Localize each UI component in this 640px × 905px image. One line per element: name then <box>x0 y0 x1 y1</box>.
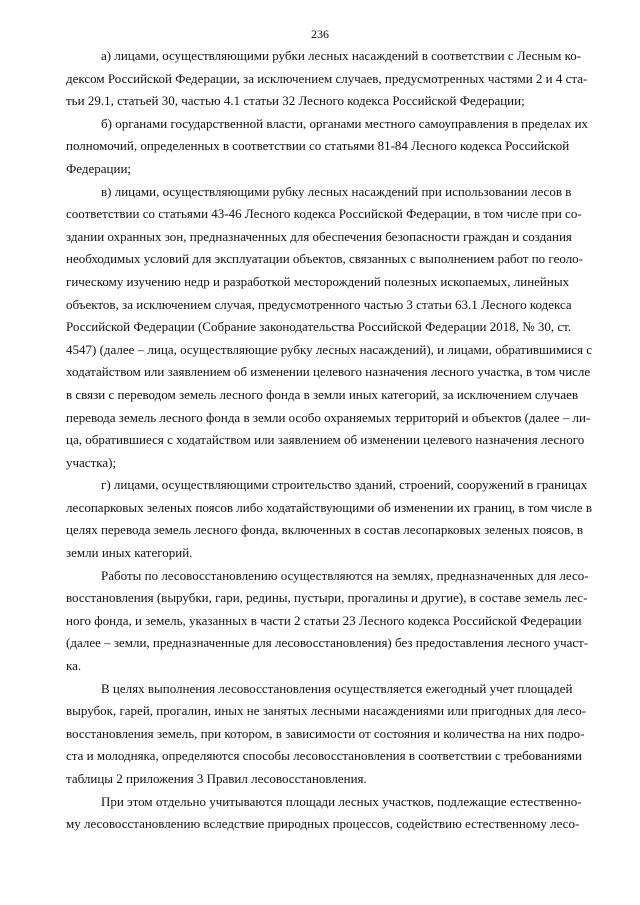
text-line: ца, обратившиеся с ходатайством или заявлением об изменении целевого назначения лесного <box>66 432 585 448</box>
text-line: в) лицами, осуществляющими рубку лесных насаждений при использовании лесов в <box>101 183 572 199</box>
text-line: объектов, за исключением случая, предусмотренного частью 3 статьи 63.1 Лесного кодекса <box>66 296 572 312</box>
text-line: лесопарковых зеленых поясов либо ходатайствующими об изменении их границ, в том числе в <box>66 499 592 515</box>
paragraph-separately <box>66 791 582 836</box>
text-line: необходимых условий для эксплуатации объектов, связанных с выполнением работ по геоло- <box>66 251 584 267</box>
text-line: ного фонда, и земель, указанных в части 2 статьи 23 Лесного кодекса Российской Федерации <box>66 612 582 628</box>
text-line: перевода земель лесного фонда в земли особо охраняемых территорий и объектов (далее – ли- <box>66 409 591 425</box>
paragraph-g <box>66 474 592 564</box>
text-line: гическому изучению недр и разработкой месторождений полезных ископаемых, линейных <box>66 273 570 289</box>
text-line: целях перевода земель лесного фонда, включенных в состав лесопарковых зеленых поясов, в <box>66 522 583 538</box>
text-line: ка. <box>66 658 82 674</box>
text-line: дексом Российской Федерации, за исключением случаев, предусмотренных частями 2 и 4 ста- <box>66 70 588 86</box>
text-line: здании охранных зон, предназначенных для обеспечения безопасности граждан и создания <box>66 228 572 244</box>
text-line: земли иных категорий. <box>66 545 193 561</box>
text-line: таблицы 2 приложения 3 Правил лесовосстановления. <box>66 771 367 786</box>
paragraph-a <box>66 45 588 113</box>
text-line: (далее – земли, предназначенные для лесовосстановления) без предоставления лесного участ- <box>66 635 589 651</box>
text-line: Работы по лесовосстановлению осуществляются на землях, предназначенных для лесо- <box>101 567 589 583</box>
text-line: участка); <box>66 454 117 470</box>
text-line: полномочий, определенных в соответствии со статьями 81-84 Лесного кодекса Российской <box>66 138 570 154</box>
text-line: му лесовосстановлению вследствие природных процессов, содействию естественному лесо- <box>66 816 580 832</box>
paragraph-b <box>66 113 589 181</box>
text-line: В целях выполнения лесовосстановления осуществляется ежегодный учет площадей <box>101 680 573 696</box>
text-line: При этом отдельно учитываются площади лесных участков, подлежащие естественно- <box>101 793 582 809</box>
text-line: вырубок, гарей, прогалин, иных не занятых лесными насаждениями или пригодных для лесо- <box>66 703 587 719</box>
text-line: в связи с переводом земель лесного фонда в земли иных категорий, за исключением случаев <box>66 386 579 402</box>
text-line: ходатайством или заявлением об изменении целевого назначения лесного участка, в том числе <box>66 364 591 380</box>
paragraph-goals <box>66 678 587 791</box>
page-number: 236 <box>311 27 329 41</box>
text-line: 4547) (далее – лица, осуществляющие рубку лесных насаждений), и лицами, обратившимися с <box>66 341 592 357</box>
text-line: г) лицами, осуществляющими строительство зданий, строений, сооружений в границах <box>101 477 588 493</box>
text-line: Российской Федерации (Собрание законодательства Российской Федерации 2018, № 30, ст. <box>66 319 572 335</box>
text-line: тьи 29.1, статьей 30, частью 4.1 статьи 32 Лесного кодекса Российской Федерации; <box>66 93 525 109</box>
text-line: Федерации; <box>66 160 132 176</box>
text-line: восстановления земель, при котором, в зависимости от состояния и количества на них подро- <box>66 725 585 741</box>
paragraph-v <box>66 181 592 475</box>
text-line: ста и молодняка, определяются способы лесовосстановления в соответствии с требованиями <box>66 748 583 764</box>
text-line: соответствии со статьями 43-46 Лесного кодекса Российской Федерации, в том числе при со- <box>66 206 582 222</box>
paragraph-works <box>66 565 589 678</box>
document-body <box>66 45 592 836</box>
text-line: б) органами государственной власти, органами местного самоуправления в пределах их <box>101 115 589 131</box>
text-line: восстановления (вырубки, гари, редины, пустыри, прогалины и другие), в составе земель лес- <box>66 590 588 606</box>
text-line: а) лицами, осуществляющими рубки лесных насаждений в соответствии с Лесным ко- <box>101 48 582 63</box>
